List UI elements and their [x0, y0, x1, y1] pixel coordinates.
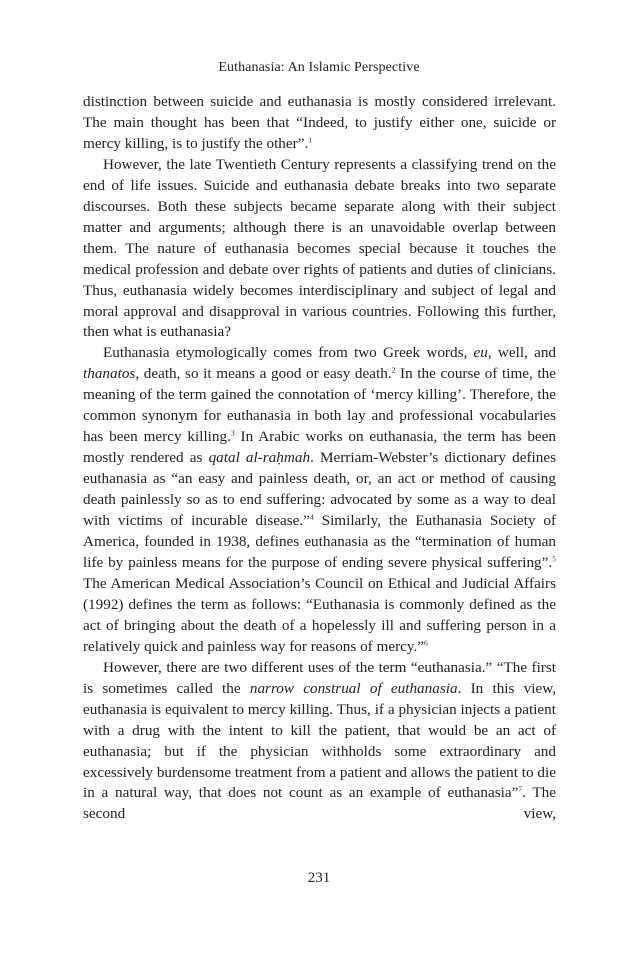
text-run: However, the late Twentieth Century represents a classifying trend on the end of life issues. Suicide and euthanasia debate breaks into two separate discourses. Both these subjects became separate along with their subject matter and arguments; although there is an unavoidable overlap between them. The nature of euthanasia becomes special because it touches the medical profession and debate over rights of patients and duties of clinicians. Thus, euthanasia widely becomes interdisciplinary and subject of legal and moral approval and disapproval in various countries. Following this further, then what is euthanasia?: [83, 155, 556, 341]
text-run: . The second view,: [83, 784, 556, 823]
footnote-ref: 7: [518, 784, 523, 794]
text-run: . Merriam-Webster’s dictionary defines euthanasia as “an easy and painless death, or, an act or method of causing death painlessly so as to end suffering: advocated by some as a way to deal with victims of incurable disease.”: [83, 449, 556, 530]
paragraph: [83, 658, 556, 826]
footnote-ref: 6: [424, 638, 428, 648]
italic-term: qatal al-raḥmah: [208, 449, 311, 467]
text-run: In Arabic works on euthanasia, the term has been mostly rendered as: [83, 428, 556, 467]
text-run: However, there are two different uses of the term “euthanasia.” “The first is sometimes called the: [83, 658, 556, 697]
footnote-ref: 3: [230, 428, 235, 438]
page-number: 231: [307, 870, 331, 886]
text-run: Euthanasia etymologically comes from two Greek words,: [103, 344, 474, 362]
italic-term: thanatos: [83, 365, 136, 383]
footnote-ref: 4: [309, 512, 314, 522]
text-run: , death, so it means a good or easy death.: [135, 365, 392, 383]
text-run: The American Medical Association’s Council on Ethical and Judicial Affairs (1992) defines the term as follows: “Euthanasia is commonly defined as the act of bringing about the death of a hopelessly ill and suffering person in a relatively quick and painless way for reasons of mercy.”: [83, 574, 556, 655]
paragraph: [83, 343, 556, 657]
italic-term: eu: [473, 344, 488, 362]
paragraph: [83, 92, 556, 155]
footnote-ref: 5: [552, 554, 556, 564]
italic-term: narrow construal of euthanasia: [249, 679, 458, 697]
footnote-ref: 1: [308, 135, 313, 145]
paragraph: [83, 155, 556, 344]
text-run: , well, and: [487, 344, 557, 362]
text-run: In the course of time, the meaning of the term gained the connotation of ‘mercy killing’. Therefore, the common synonym for euthanasia in both lay and professional vocabularies has been mercy killing.: [83, 365, 556, 446]
text-run: . In this view, euthanasia is equivalent to mercy killing. Thus, if a physician injects a patient with a drug with the intent to kill the patient, that would be an act of euthanasia; but if the physician withholds some extraordinary and excessively burdensome treatment from a patient and allows the patient to die in a natural way, that does not count as an example of euthanasia”: [83, 679, 556, 802]
footnote-ref: 2: [391, 365, 396, 375]
running-head: Euthanasia: An Islamic Perspective: [218, 60, 420, 75]
text-run: Similarly, the Euthanasia Society of America, founded in 1938, defines euthanasia as the “termination of human life by painless means for the purpose of ending severe physical suffering”.: [83, 512, 557, 571]
text-run: distinction between suicide and euthanasia is mostly considered irrelevant. The main thought has been that “Indeed, to justify either one, suicide or mercy killing, is to justify the other”.: [83, 93, 556, 152]
body-text: [83, 92, 556, 825]
